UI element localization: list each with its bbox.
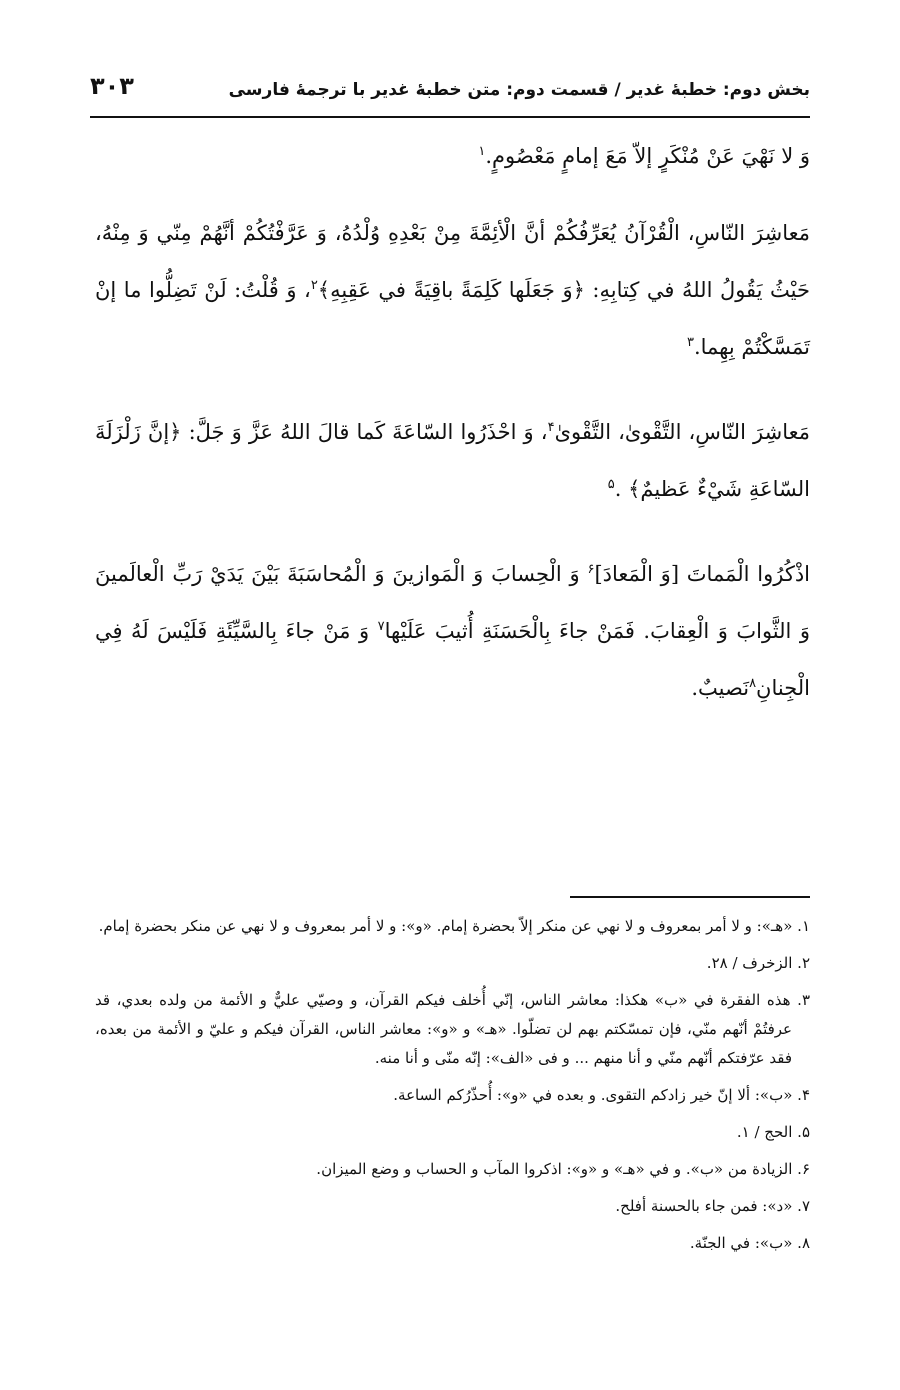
footnote-4: ۴. «ب»: ألا إنّ خير زادكم التقوى. و بعده في «و»: أُحذّرُكم الساعة.: [393, 1086, 810, 1104]
running-header: [90, 72, 810, 112]
footnote-ref-3[interactable]: ٣: [686, 335, 694, 350]
footnote-3: ٣. هذه الفقرة في «ب» هكذا: معاشر الناس، إنّي أُخلف فيكم القرآن، و وصيّي عليٌّ و الأئمة من ولده بعدي، قد عرفتُمْ أنّهم منّي، فإن تمسّكتم بهم لن تضلّوا. «هـ» و «و»: معاشر الناس، القرآن فيكم و عليّ و الأئمة من بعده، فقد عرّفتكم أنّهم منّي و أنا منهم ... و فى «الف»: إنّه منّى و أنا منه.: [95, 991, 810, 1067]
main-text: [95, 128, 810, 745]
footnote-ref-2[interactable]: ٢: [310, 278, 318, 293]
footnote-ref-4[interactable]: ۴: [547, 420, 555, 435]
footnote-6: ۶. الزيادة من «ب». و في «هـ» و «و»: اذكروا المآب و الحساب و وضع الميزان.: [316, 1160, 810, 1178]
footnote-ref-1[interactable]: ١: [478, 144, 486, 159]
paragraph-2-text-b: ، وَ قُلْتُ: لَنْ تَضِلُّوا ما إنْ تَمَسَّكْتُمْ بِهِما.: [95, 278, 810, 359]
footnote-ref-5[interactable]: ۵: [607, 477, 615, 492]
footnote-8: ٨. «ب»: في الجنّة.: [689, 1234, 810, 1252]
page-number: ۳۰۳: [90, 72, 134, 100]
paragraph-4: [95, 546, 810, 717]
footnote-1: ١. «هـ»: و لا أمر بمعروف و لا نهي عن منكر إلاّ بحضرة إمام. «و»: و لا أمر بمعروف و لا نهي عن منكر بحضرة إمام.: [98, 917, 810, 935]
header-title: بخش دوم: خطبهٔ غدیر / قسمت دوم: متن خطبهٔ غدیر با ترجمهٔ فارسی: [228, 80, 810, 100]
footnote-divider: [570, 896, 810, 898]
paragraph-3-text-a: مَعاشِرَ النّاسِ، التَّقْوىٰ، التَّقْوىٰ: [554, 420, 810, 444]
footnote-ref-8[interactable]: ٨: [749, 676, 757, 691]
footnote-7: ٧. «د»: فمن جاء بالحسنة أفلح.: [615, 1197, 810, 1215]
footnote-ref-7[interactable]: ٧: [377, 619, 385, 634]
footnotes-section: [95, 912, 810, 1266]
paragraph-3-text-b: ، وَ احْذَرُوا السّاعَةَ كَما قالَ اللهُ عَزَّ وَ جَلَّ: ﴿إنَّ زَلْزَلَةَ السّاعَةِ شَيْءٌ عَظيمٌ﴾ .: [95, 420, 810, 501]
paragraph-4-text-c: وَ مَنْ جاءَ بِالسَّيِّئَةِ فَلَيْسَ لَهُ فِي الْجِنانِ: [95, 619, 810, 700]
footnote-5: ۵. الحج / ١.: [736, 1123, 810, 1141]
paragraph-2-text-a: مَعاشِرَ النّاسِ، الْقُرْآنُ يُعَرِّفُكُمْ أنَّ الْأئِمَّةَ مِنْ بَعْدِهِ وُلْدُهُ، وَ عَرَّفْتُكُمْ أنَّهُمْ مِنّي وَ مِنْهُ، حَيْثُ يَقُولُ اللهُ في كِتابِهِ: ﴿وَ جَعَلَها كَلِمَةً باقِيَةً في عَقِبِهِ﴾: [95, 221, 810, 302]
footnote-ref-6[interactable]: ۶: [587, 562, 595, 577]
paragraph-1: [95, 128, 810, 185]
paragraph-4-text-a: اذْكُرُوا الْمَماتَ [وَ الْمَعادَ]: [594, 562, 810, 586]
paragraph-2: [95, 205, 810, 376]
footnote-2: ٢. الزخرف / ٢٨.: [706, 954, 810, 972]
header-divider: [90, 116, 810, 118]
paragraph-1-text: وَ لا نَهْيَ عَنْ مُنْكَرٍ إلاّ مَعَ إمامٍ مَعْصُومٍ.: [485, 144, 810, 168]
paragraph-4-text-b: وَ الْحِسابَ وَ الْمَوازينَ وَ الْمُحاسَبَةَ بَيْنَ يَدَيْ رَبِّ الْعالَمينَ وَ الثَّوابَ وَ الْعِقابَ. فَمَنْ جاءَ بِالْحَسَنَةِ أُثيبَ عَلَيْها: [95, 562, 810, 643]
paragraph-3: [95, 404, 810, 518]
paragraph-4-text-d: نَصيبٌ.: [691, 676, 750, 700]
